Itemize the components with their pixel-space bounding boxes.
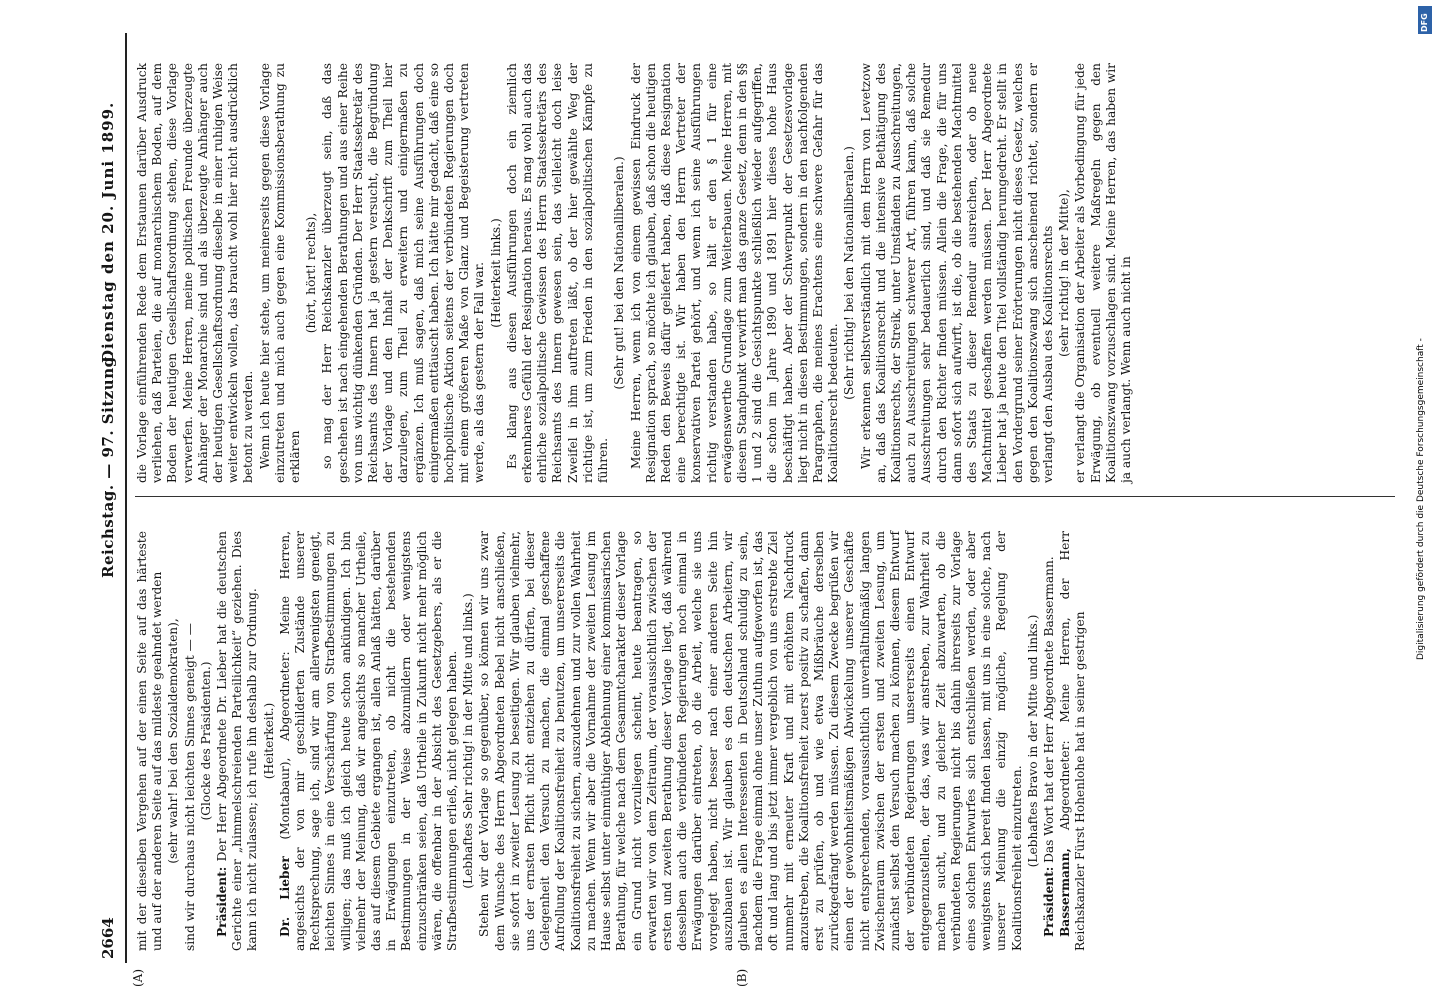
right_column-paragraph: Meine Herren, wenn ich von einem gewissen Eindruck der Resignation sprach, so möchte ich glauben, daß schon die heutigen Reden den Beweis dafür geliefert haben, daß diese Resignation eine berechtigte ist. Wir haben den Herrn Vertreter der konservativen Partei gehört, und wenn ich seine Ausführungen richtig verstanden habe, so hält er den § 1 für eine erwägenswerthe Grundlage zum Weiterbauen. Meine Herren, mit diesem Standpunkt verwirft man das ganze Gesetz, denn in den §§ 1 und 2 sind die Gesichtspunkte schließlich wieder aufgegriffen, die schon im Jahre 1890 und 1891 hier dieses hohe Haus beschäftigt haben. Aber der Schwerpunkt der Gesetzesvorlage liegt nicht in diesen Bestimmungen, sondern in den nachfolgenden Paragraphen, die meines Erachtens eine schwere Gefahr für das Koalitionsrecht bedeuten.	[628, 63, 841, 483]
speaker-name: Präsident:	[1041, 866, 1056, 937]
left_column-paragraph: (sehr wahr! bei den Sozialdemokraten),	[166, 618, 181, 864]
right_column-paragraph: so mag der Herr Reichskanzler überzeugt sein, daß das geschehen ist nach eingehenden Berathungen und aus einer Reihe von uns wichtig dünkenden Gründen. Der Herr Staatssekretär des Reichsamts des Innern hat ja gestern versucht, die Begründung der Vorlage und den Inhalt der Denkschrift zum Theil hier darzulegen, zum Theil zu erweitern und einigermaßen zu ergänzen. Ich muß sagen, daß mich seine Ausführungen doch einigermaßen enttäuscht haben. Ich hätte mir gedacht, daß eine so hochpolitische Aktion seitens der verbündeten Regierungen doch mit einem größeren Maße von Glanz und Begeisterung vertreten werde, als das gestern der Fall war.	[320, 63, 487, 483]
right_column-paragraph: Wir erkennen selbstverständlich mit dem Herrn von Levetzow an, daß das Koalitionsrecht und die intensive Bethätigung des Koalitionsrechts, der Streik, unter Umständen zu Ausschreitungen, auch zu Ausschreitungen schwerer Art, führen kann, daß solche Ausschreitungen sehr bedauerlich sind, und daß sie Remedur durch den Richter finden müssen. Allein die Frage, die für uns dann sofort sich aufwirft, ist die, ob die bestehenden Machtmittel des Staats zu dieser Remedur ausreichen, oder ob neue Machtmittel geschaffen werden müssen. Der Herr Abgeordnete Lieber hat ja heute den Titel vollständig herumgedreht. Er stellt in den Vordergrund seiner Erörterungen nicht dieses Gesetz, welches gegen den Koalitionszwang sich anscheinend richtet, sondern er verlangt den Ausbau des Koalitionsrechts	[858, 63, 1055, 483]
left_column-paragraph: mit der dieselben Vergehen auf der einen Seite auf das härteste und auf der anderen Seite auf das mildeste geahndet werden	[135, 531, 165, 951]
header-session-title: Reichstag. — 97. Sitzung.	[99, 350, 117, 578]
right_column-paragraph: Wenn ich heute hier stehe, um meinerseits gegen diese Vorlage einzutreten und mich auch gegen eine Kommissionsberathung zu erklären	[257, 63, 303, 483]
dfg-logo: DFG	[1418, 6, 1432, 34]
right_column-paragraph: Es klang aus diesen Ausführungen doch ein ziemlich erkennbares Gefühl der Resignation heraus. Es mag wohl auch das ehrliche sozialpolitische Gewissen des Herrn Staatssekretärs des Reichsamts des Innern gewesen sein, das vielleicht doch leise Zweifel in ihm auftreten läßt, ob der hier gewählte Weg der richtige ist, um zum Frieden in den sozialpolitischen Kämpfe zu führen.	[504, 63, 611, 483]
left_column-paragraph: Präsident: Das Wort hat der Herr Abgeordnete Bassermann.	[1041, 556, 1056, 937]
right_column-paragraph: er verlangt die Organisation der Arbeiter als Vorbedingung für jede Erwägung, ob eventuell weitere Maßregeln gegen den Koalitionszwang vorzuschlagen sind. Meine Herren, das haben wir ja auch verlangt. Wenn auch nicht in	[1073, 63, 1133, 483]
rotated-page	[95, 33, 1405, 987]
speaker-name: Präsident:	[215, 866, 230, 937]
margin-marker-b: (B)	[735, 968, 749, 987]
left_column-paragraph: Stehen wir der Vorlage so gegenüber, so können wir uns zwar dem Wunsche des Herrn Abgeordneten Bebel nicht anschließen, sie sofort in zweiter Lesung zu beseitigen. Wir glauben vielmehr, uns der ernsten Pflicht nicht entziehen zu dürfen, bei dieser Gelegenheit den Versuch zu machen, die einmal geschaffene Aufrollung der Koalitionsfreiheit zu benutzen, um unsererseits die Koalitionsfreiheit zu sichern, auszudehnen und zur vollen Wahrheit zu machen. Wenn wir aber die Vornahme der zweiten Lesung im Hause selbst unter einmüthiger Ablehnung einer kommissarischen Berathung, für welche nach dem Gesammtcharakter dieser Vorlage ein Grund nicht vorzuliegen scheint, heute beantragen, so erwarten wir von dem Zeitraum, der voraussichtlich zwischen der ersten und zweiten Berathung dieser Vorlage liegt, daß während desselben auch die verbündeten Regierungen noch einmal in Erwägungen darüber eintreten, ob die Arbeit, welche sie uns vorgelegt haben, nicht besser nach einer anderen Seite hin auszubauen ist. Wir glauben es den deutschen Arbeitern, wir glauben es allen Interessenten in Deutschland schuldig zu sein, nachdem die Frage einmal ohne unser Zuthun aufgeworfen ist, das oft und lang und bis jetzt immer vergeblich von uns erstrebte Ziel nunmehr mit erneuter Kraft und mit erhöhtem Nachdruck anzustreben, die Koalitionsfreiheit zuerst positiv zu schaffen, dann erst zu prüfen, ob und wie etwa Mißbräuche derselben zurückgedrängt werden müssen. Zu diesem Zwecke begrüßen wir einen der gewohnheitsmäßigen Abwickelung unserer Geschäfte nicht entsprechenden, voraussichtlich unverhältnißmäßig langen Zwischenraum zwischen der ersten und zweiten Lesung, um zunächst selbst den Versuch machen zu können, diesem Entwurf der verbündeten Regierungen unsererseits einen Entwurf entgegenzustellen, der das, was wir anstreben, zur Wahrheit zu machen sucht, und zu gleicher Zeit abzuwarten, ob die verbündeten Regierungen nicht bis dahin ihrerseits zur Vorlage eines solchen Entwurfes sich entschließen werden, oder aber wenigstens sich bereit finden lassen, mit uns in eine solche, nach unserer Meinung die einzig mögliche, Regelung der Koalitionsfreiheit einzutreten.	[477, 531, 1024, 951]
digitization-credit: Digitalisierung gefördert durch die Deutsche Forschungsgemeinschaft -	[1416, 338, 1426, 660]
left_column-paragraph: Dr. Lieber (Montabaur), Abgeordneter: Meine Herren, angesichts der von mir geschilderten Zustände unserer Rechtsprechung, sage ich, sind wir am allerwenigsten geneigt, leichten Sinnes in eine Verschärfung von Strafbestimmungen zu willigen; das muß ich gleich heute schon ankündigen. Ich bin vielmehr der Meinung, daß wir angesichts so mancher Urtheile, das auf diesem Gebiete ergangen ist, allen Anlaß hätten, darüber in Erwägungen einzutreten, ob nicht die bestehenden Bestimmungen in der Weise abzumildern oder wenigstens einzuschränken seien, daß Urtheile in Zukunft nicht mehr möglich wären, die offenbar in der Absicht des Gesetzgebers, als er die Strafbestimmungen erließ, nicht gelegen haben.	[277, 531, 460, 951]
header-rule	[125, 33, 127, 963]
right_column-paragraph: die Vorlage einführenden Rede dem Erstaunen darüber Ausdruck verliehen, daß Parteien, die auf monarchischem Boden, auf dem Boden der heutigen Gesellschaftsordnung stehen, diese Vorlage verwerfen. Meine Herren, meine politischen Freunde überzeugte Anhänger der Monarchie sind und als überzeugte Anhänger auch der heutigen Gesellschaftsordnung dieselbe in einer ruhigen Weise weiter entwickeln wollen, das braucht wohl hier nicht ausdrücklich betont zu werden.	[135, 63, 256, 483]
right_column-paragraph: (sehr richtig! in der Mitte),	[1057, 189, 1072, 357]
right_column-paragraph: (Heiterkeit links.)	[488, 218, 503, 328]
left_column-paragraph: sind wir durchaus nicht leichten Sinnes geneigt — —	[182, 623, 197, 951]
speaker-name: Dr. Lieber	[277, 856, 292, 937]
left_column-paragraph: Präsident: Der Herr Abgeordnete Dr. Lieber hat die deutschen Gerichte einer „himmelschreienden Parteilichkeit“ geziehen. Dies kann ich nicht zulassen; ich rufe ihn deshalb zur Ordnung.	[215, 531, 260, 951]
left_column-paragraph: (Lebhaftes Bravo in der Mitte und links.)	[1025, 614, 1040, 868]
left_column-paragraph: Bassermann, Abgeordneter: Meine Herren, der Herr Reichskanzler Fürst Hohenlohe hat in seiner gestrigen	[1058, 531, 1088, 951]
header-date-title: Dienstag den 20. Juni 1899.	[99, 101, 117, 363]
page-number: 2664	[99, 917, 117, 959]
column-divider	[135, 496, 1395, 497]
left_column-paragraph: (Glocke des Präsidenten.)	[198, 661, 213, 821]
right-column	[135, 63, 1135, 483]
left-column	[135, 531, 1090, 951]
right_column-paragraph: (hört, hört! rechts),	[304, 212, 319, 334]
left_column-paragraph: (Heiterkeit.)	[261, 702, 276, 780]
right_column-paragraph: (Sehr richtig! bei den Nationalliberalen.)	[842, 146, 857, 400]
speaker-name: Bassermann,	[1058, 848, 1073, 937]
margin-marker-a: (A)	[131, 968, 145, 987]
left_column-paragraph: (Lebhaftes Sehr richtig! in der Mitte und links.)	[461, 593, 476, 889]
right_column-paragraph: (Sehr gut! bei den Nationalliberalen.)	[612, 156, 627, 390]
